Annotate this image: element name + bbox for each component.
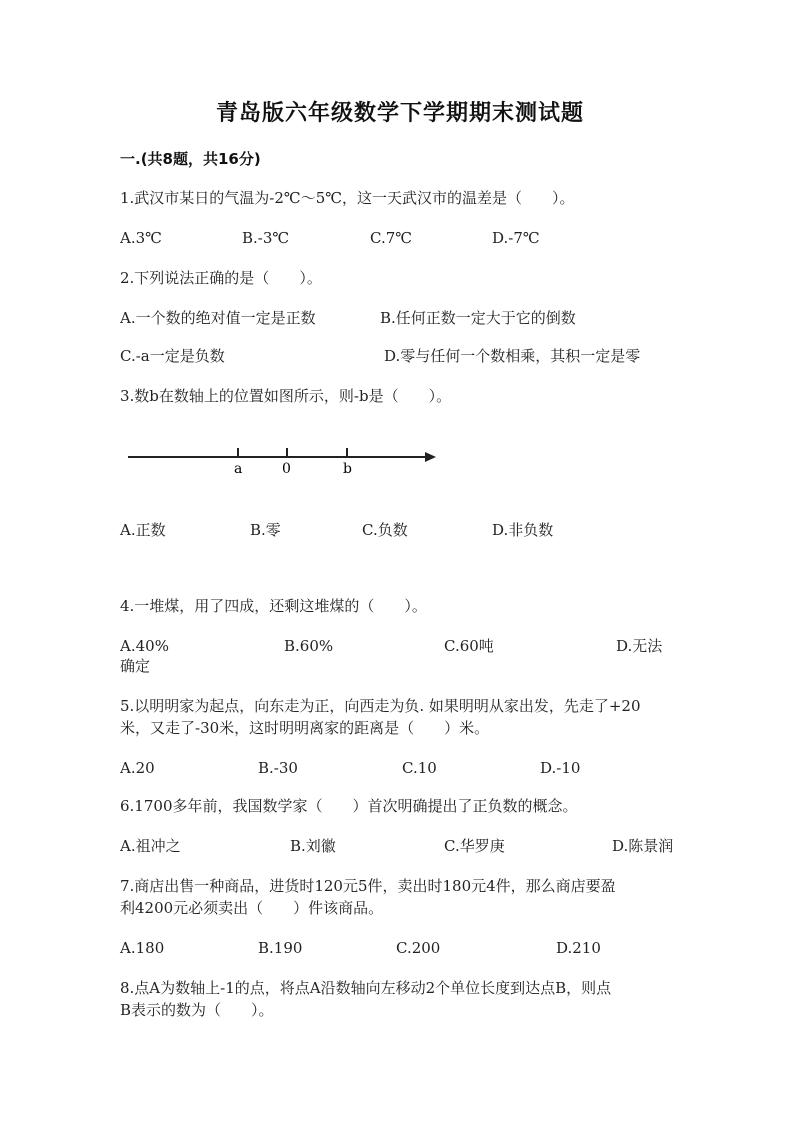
q4-option-c: C.60吨 <box>444 637 494 655</box>
q2-option-c: C.-a一定是负数 <box>120 347 225 365</box>
q4-option-a: A.40% <box>120 637 169 655</box>
section-heading: 一.(共8题，共16分) <box>120 150 261 168</box>
question-8-stem-line-2: B表示的数为（ ）。 <box>120 1001 274 1019</box>
q7-option-b: B.190 <box>258 939 303 957</box>
q4-option-d-continued: 确定 <box>120 657 151 675</box>
q7-option-d: D.210 <box>556 939 601 957</box>
number-line-arrow <box>425 452 436 462</box>
q3-option-a: A.正数 <box>120 521 166 539</box>
q3-option-b: B.零 <box>250 521 281 539</box>
q7-option-a: A.180 <box>120 939 165 957</box>
q2-option-d: D.零与任何一个数相乘，其积一定是零 <box>384 347 641 365</box>
q1-option-b: B.-3℃ <box>242 229 290 247</box>
q1-option-d: D.-7℃ <box>492 229 540 247</box>
label-b: b <box>343 461 352 477</box>
question-1-stem: 1.武汉市某日的气温为-2℃～5℃，这一天武汉市的温差是（ ）。 <box>120 189 575 207</box>
q4-option-d: D.无法 <box>616 637 663 655</box>
q5-option-a: A.20 <box>120 759 155 777</box>
question-5-stem-line-1: 5.以明明家为起点，向东走为正，向西走为负. 如果明明从家出发，先走了+20 <box>120 697 641 715</box>
q2-option-a: A.一个数的绝对值一定是正数 <box>120 309 316 327</box>
q6-option-d: D.陈景润 <box>612 837 674 855</box>
q6-option-a: A.祖冲之 <box>120 837 181 855</box>
question-3-stem: 3.数b在数轴上的位置如图所示，则-b是（ ）。 <box>120 387 452 405</box>
question-2-stem: 2.下列说法正确的是（ ）。 <box>120 269 322 287</box>
q5-option-c: C.10 <box>402 759 437 777</box>
q3-option-d: D.非负数 <box>492 521 554 539</box>
q5-option-d: D.-10 <box>540 759 581 777</box>
q1-option-a: A.3℃ <box>120 229 162 247</box>
q3-option-c: C.负数 <box>362 521 408 539</box>
q2-option-b: B.任何正数一定大于它的倒数 <box>380 309 576 327</box>
number-line-figure <box>120 440 450 480</box>
q6-option-b: B.刘徽 <box>290 837 336 855</box>
q1-option-c: C.7℃ <box>370 229 413 247</box>
page-title: 青岛版六年级数学下学期期末测试题 <box>215 101 584 126</box>
q7-option-c: C.200 <box>396 939 441 957</box>
q4-option-b: B.60% <box>284 637 334 655</box>
question-6-stem: 6.1700多年前，我国数学家（ ）首次明确提出了正负数的概念。 <box>120 797 578 815</box>
question-7-stem-line-2: 利4200元必须卖出（ ）件该商品。 <box>120 899 384 917</box>
question-7-stem-line-1: 7.商店出售一种商品，进货时120元5件，卖出时180元4件，那么商店要盈 <box>120 877 616 895</box>
question-4-stem: 4.一堆煤，用了四成，还剩这堆煤的（ ）。 <box>120 597 427 615</box>
question-5-stem-line-2: 米，又走了-30米，这时明明离家的距离是（ ）米。 <box>120 719 490 737</box>
q5-option-b: B.-30 <box>258 759 298 777</box>
label-zero: 0 <box>282 461 291 477</box>
label-a: a <box>234 461 243 477</box>
question-8-stem-line-1: 8.点A为数轴上-1的点，将点A沿数轴向左移动2个单位长度到达点B，则点 <box>120 979 612 997</box>
q6-option-c: C.华罗庚 <box>444 837 505 855</box>
